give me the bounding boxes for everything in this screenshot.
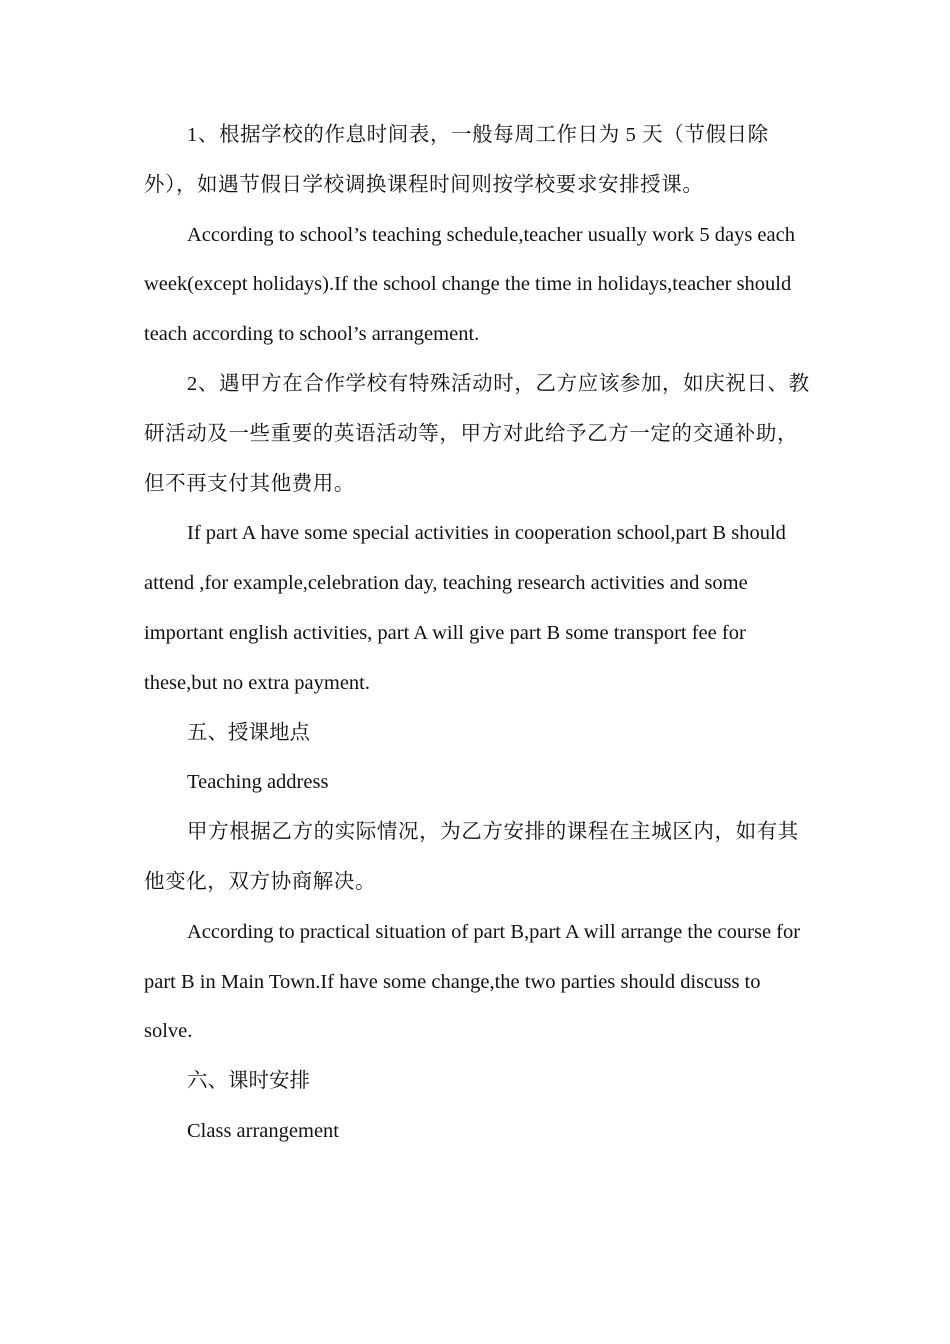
clause-special-activities-en: If part A have some special activities in cooperation school,part B should attend ,for example,celebration day, teaching research activities and some important english activities, part A will give part B some transport fee for these,but no extra payment. xyxy=(144,522,786,694)
document-body xyxy=(144,111,810,1157)
section-heading-teaching-address-en: Teaching address xyxy=(187,771,329,794)
clause-workdays-cn: 1、根据学校的作息时间表，一般每周工作日为 5 天（节假日除外），如遇节假日学校调换课程时间则按学校要求安排授课。 xyxy=(144,124,769,196)
clause-location-en: According to practical situation of part B,part A will arrange the course for part B in Main Town.If have some change,the two parties should discuss to solve. xyxy=(144,920,801,1043)
clause-location-cn: 甲方根据乙方的实际情况，为乙方安排的课程在主城区内，如有其他变化，双方协商解决。 xyxy=(144,821,799,893)
section-heading-class-arrangement-en: Class arrangement xyxy=(187,1119,339,1142)
clause-special-activities-cn: 2、遇甲方在合作学校有特殊活动时，乙方应该参加，如庆祝日、教研活动及一些重要的英语活动等，甲方对此给予乙方一定的交通补助，但不再支付其他费用。 xyxy=(144,372,810,495)
section-heading-teaching-address-cn: 五、授课地点 xyxy=(187,721,310,744)
clause-workdays-en: According to school’s teaching schedule,teacher usually work 5 days each week(except holidays).If the school change the time in holidays,teacher should teach according to school’s arrangement. xyxy=(144,223,795,346)
section-heading-class-arrangement-cn: 六、课时安排 xyxy=(187,1070,310,1093)
